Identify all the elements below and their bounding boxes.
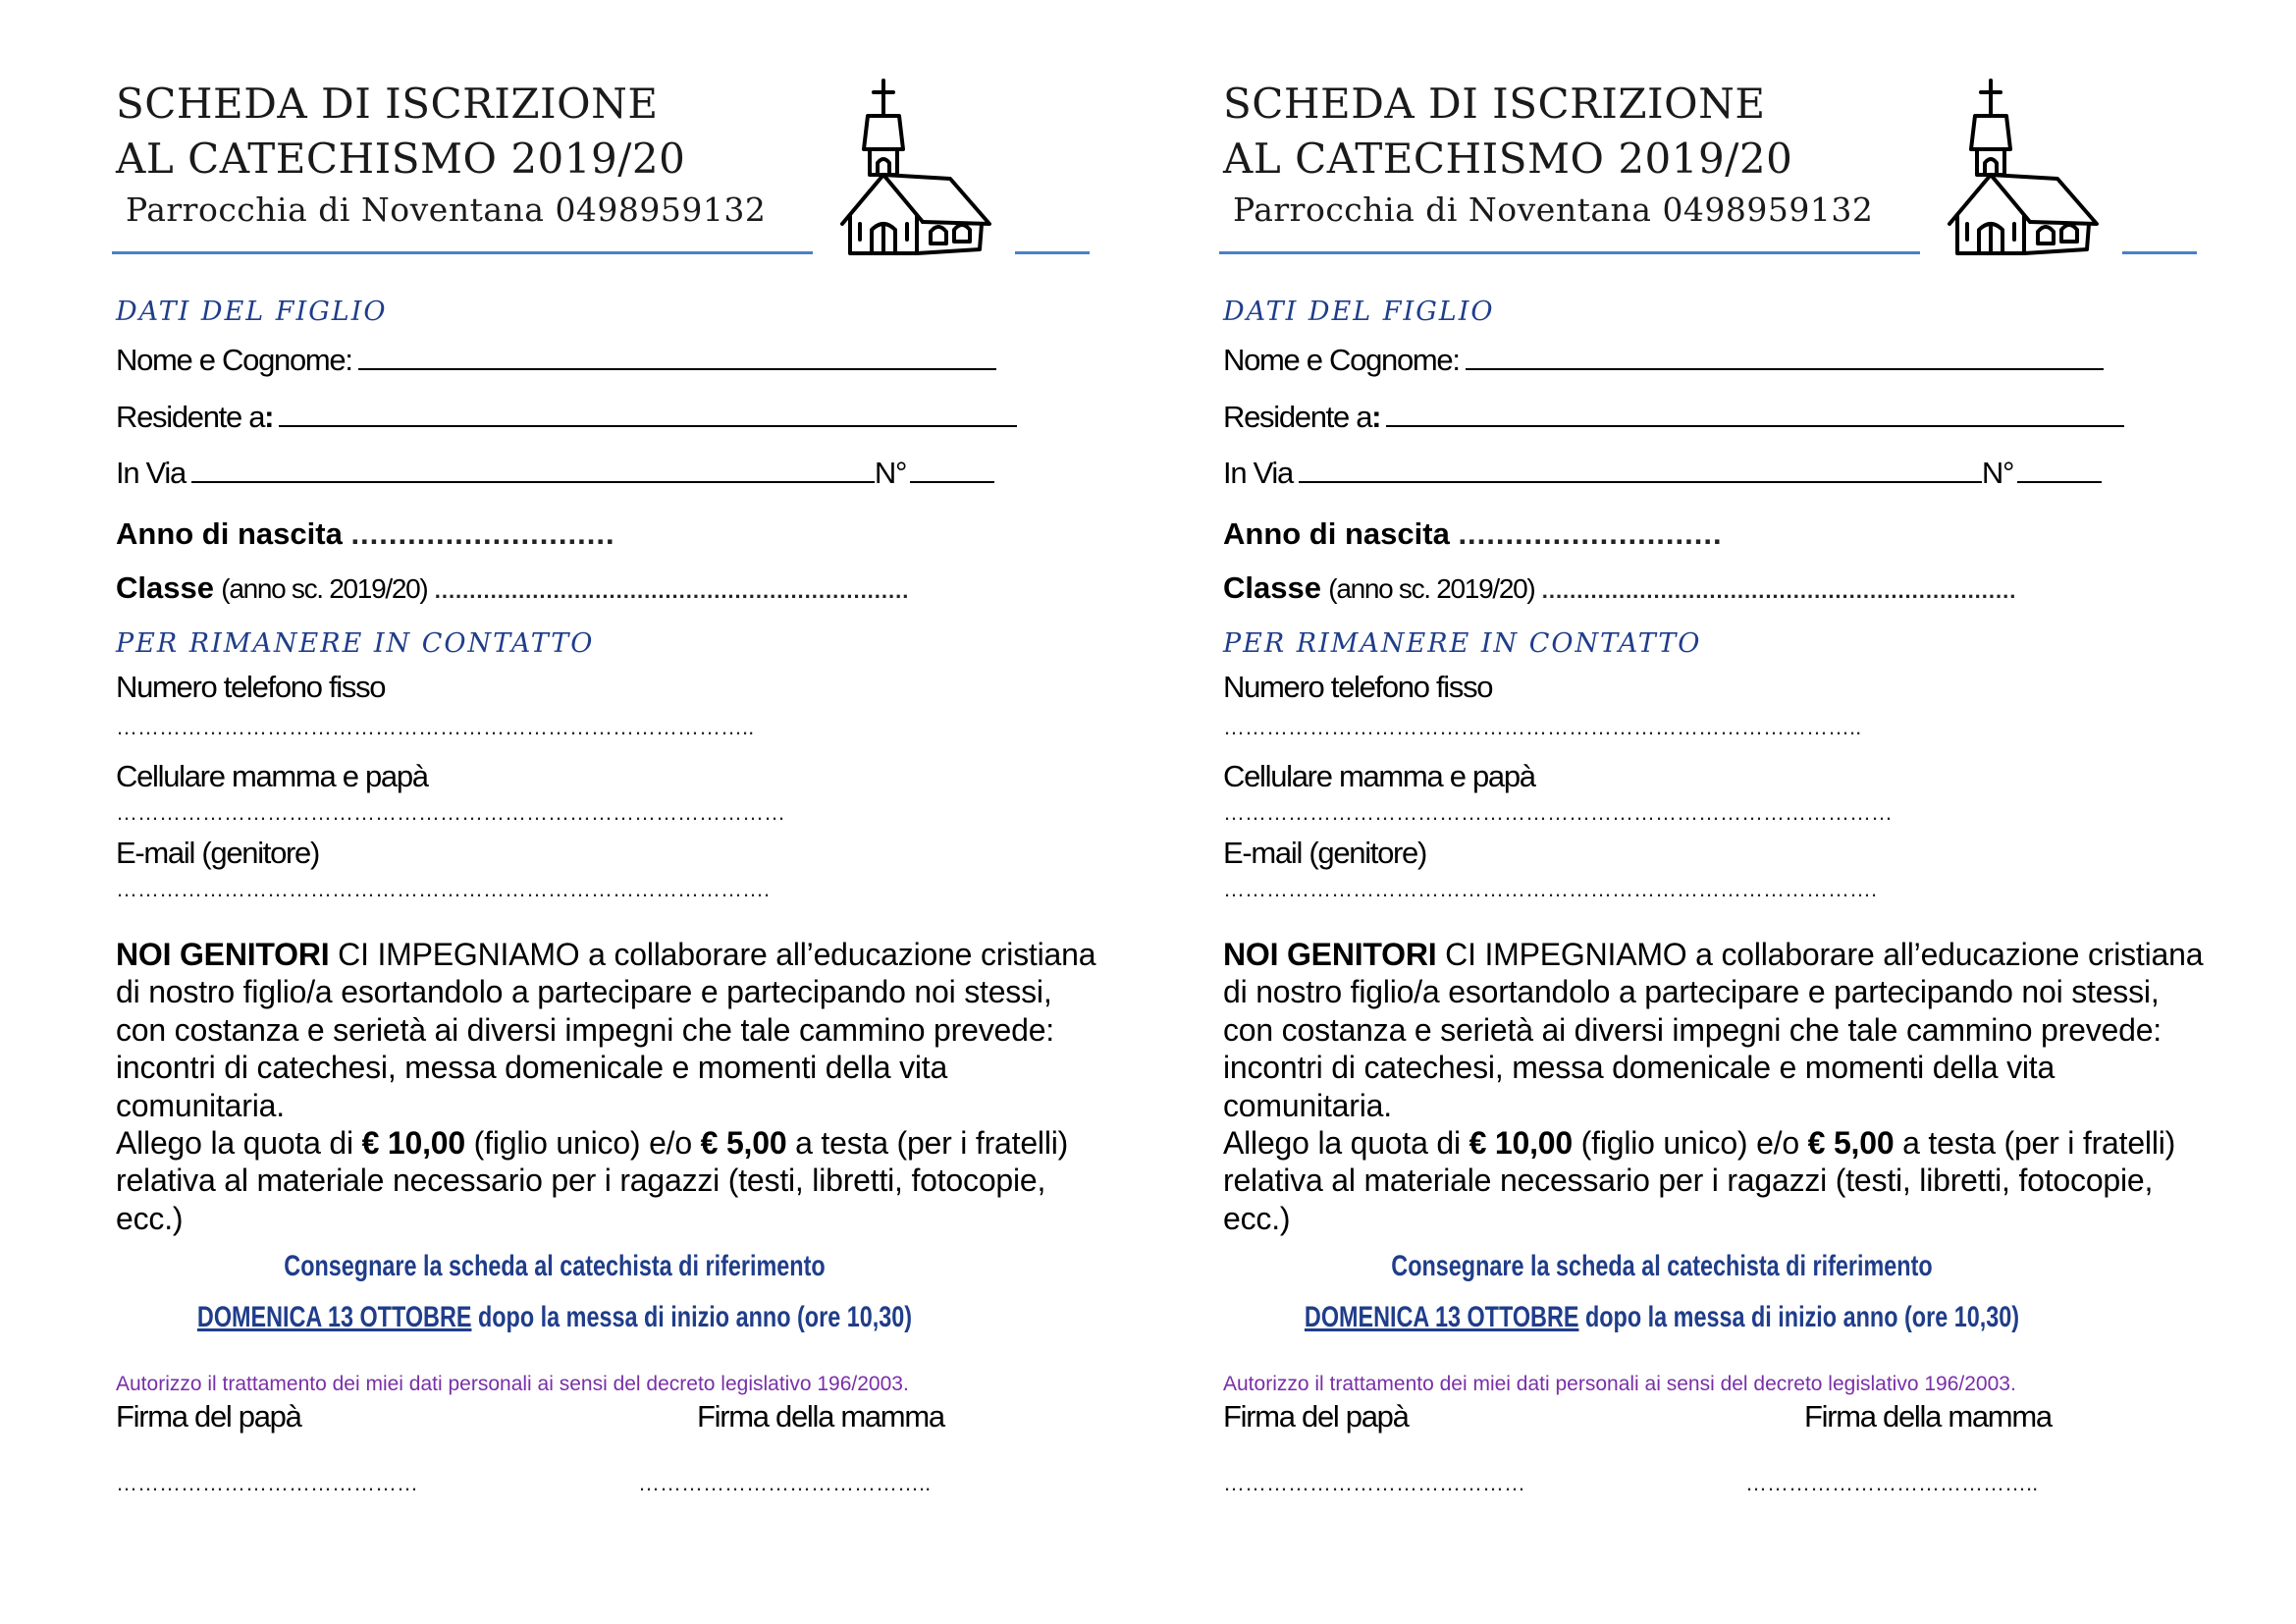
fee-text-2: (figlio unico) e/o (1572, 1125, 1808, 1162)
birth-year-label: Anno di nascita (116, 516, 343, 551)
fee-text-3: a testa (per i fratelli) relativa al materiale necessario per i ragazzi (testi, libretti, fotocopie, ecc.) (116, 1125, 1069, 1236)
delivery-date: DOMENICA 13 OTTOBRE (1304, 1301, 1579, 1333)
name-label: Nome e Cognome: (1223, 343, 1460, 377)
header-rule (1219, 251, 1920, 254)
section-contact: PER RIMANERE IN CONTATTO (1223, 628, 1702, 659)
phone-dots[interactable]: …………………………………………………………………………….. (116, 715, 755, 739)
email-label: E-mail (genitore) (116, 836, 320, 870)
birth-year-field[interactable] (116, 516, 615, 552)
class-label: Classe (1223, 570, 1321, 605)
fee-text: Allego la quota di (1223, 1125, 1469, 1162)
name-input-line[interactable] (1466, 345, 2104, 370)
delivery-instruction: Consegnare la scheda al catechista di riferimento (284, 1250, 826, 1282)
delivery-instruction: Consegnare la scheda al catechista di riferimento (1391, 1250, 1933, 1282)
street-label: In Via (116, 456, 186, 490)
section-child-data: DATI DEL FIGLIO (1223, 297, 1495, 327)
number-input-line[interactable] (2017, 458, 2102, 483)
fee-text-2: (figlio unico) e/o (464, 1125, 701, 1162)
church-icon (832, 77, 997, 259)
mother-signature-line[interactable]: ………………………………….. (1745, 1471, 2039, 1495)
street-input-line[interactable] (191, 458, 875, 483)
mobile-dots[interactable]: ………………………………………………………………………………… (116, 800, 785, 825)
delivery-date-rest: dopo la messa di inizio anno (ore 10,30) (471, 1301, 913, 1333)
father-signature-line[interactable]: …………………………………… (1223, 1471, 1525, 1495)
residence-input-line[interactable] (1386, 402, 2124, 427)
privacy-consent: Autorizzo il trattamento dei miei dati personali ai sensi del decreto legislativo 196/2003. (116, 1373, 909, 1395)
form-title-line2: AL CATECHISMO 2019/20 (1223, 135, 1793, 183)
email-dots[interactable]: ………………………………………………………………………………. (1223, 877, 1878, 901)
birth-year-label: Anno di nascita (1223, 516, 1450, 551)
street-input-line[interactable] (1299, 458, 1982, 483)
birth-year-dots[interactable]: ............................ (350, 516, 615, 551)
residence-label: Residente a (1223, 400, 1372, 434)
enrollment-form-left (0, 0, 1109, 1624)
mother-signature-line[interactable]: ………………………………….. (638, 1471, 932, 1495)
header-rule-short (1015, 251, 1090, 254)
residence-label: Residente a (116, 400, 265, 434)
name-input-line[interactable] (358, 345, 996, 370)
privacy-consent: Autorizzo il trattamento dei miei dati personali ai sensi del decreto legislativo 196/2003. (1223, 1373, 2016, 1395)
class-dots[interactable]: .................................................................... (434, 578, 910, 603)
mobile-dots[interactable]: ………………………………………………………………………………… (1223, 800, 1893, 825)
phone-dots[interactable]: …………………………………………………………………………….. (1223, 715, 1862, 739)
residence-colon: : (1371, 400, 1381, 434)
phone-label: Numero telefono fisso (1223, 670, 1493, 704)
number-input-line[interactable] (910, 458, 994, 483)
fee-amount-sibling: € 5,00 (1807, 1125, 1895, 1162)
header-rule-short (2122, 251, 2197, 254)
fee-text-3: a testa (per i fratelli) relativa al materiale necessario per i ragazzi (testi, libretti, fotocopie, ecc.) (1223, 1125, 2176, 1236)
email-label: E-mail (genitore) (1223, 836, 1427, 870)
section-contact: PER RIMANERE IN CONTATTO (116, 628, 595, 659)
mobile-label: Cellulare mamma e papà (116, 759, 428, 793)
name-label: Nome e Cognome: (116, 343, 352, 377)
fee-amount-single: € 10,00 (361, 1125, 465, 1162)
commitment-paragraph (1223, 936, 2205, 1237)
name-field[interactable] (116, 343, 996, 378)
form-title-line1: SCHEDA DI ISCRIZIONE (1223, 80, 1766, 128)
residence-field[interactable] (116, 400, 1017, 435)
church-icon (1940, 77, 2105, 259)
form-title-line2: AL CATECHISMO 2019/20 (116, 135, 686, 183)
mobile-label: Cellulare mamma e papà (1223, 759, 1535, 793)
father-signature-label: Firma del papà (1223, 1399, 1409, 1434)
commitment-text: CI IMPEGNIAMO a collaborare all’educazione cristiana di nostro figlio/a esortandolo a partecipare e partecipando noi stessi, con costanza e serietà ai diversi impegni che tale cammino prevede: incontri di catechesi, messa domenicale e momenti della vita comunitaria. (1223, 937, 2204, 1123)
form-title-line1: SCHEDA DI ISCRIZIONE (116, 80, 659, 128)
commitment-text: CI IMPEGNIAMO a collaborare all’educazione cristiana di nostro figlio/a esortandolo a partecipare e partecipando noi stessi, con costanza e serietà ai diversi impegni che tale cammino prevede: incontri di catechesi, messa domenicale e momenti della vita comunitaria. (116, 937, 1096, 1123)
class-field[interactable] (1223, 570, 2016, 606)
enrollment-form-right (1107, 0, 2216, 1624)
class-field[interactable] (116, 570, 909, 606)
residence-colon: : (264, 400, 274, 434)
phone-label: Numero telefono fisso (116, 670, 386, 704)
birth-year-dots[interactable]: ............................ (1458, 516, 1723, 551)
class-dots[interactable]: .................................................................... (1541, 578, 2017, 603)
parish-info: Parrocchia di Noventana 0498959132 (126, 190, 767, 229)
delivery-date-line (1229, 1301, 2094, 1334)
class-note: (anno sc. 2019/20) (1328, 573, 1535, 604)
delivery-date: DOMENICA 13 OTTOBRE (196, 1301, 472, 1333)
commitment-lead: NOI GENITORI (116, 937, 330, 972)
mother-signature-label: Firma della mamma (697, 1399, 944, 1434)
commitment-lead: NOI GENITORI (1223, 937, 1437, 972)
father-signature-line[interactable]: …………………………………… (116, 1471, 418, 1495)
birth-year-field[interactable] (1223, 516, 1723, 552)
class-note: (anno sc. 2019/20) (221, 573, 428, 604)
street-field[interactable] (116, 456, 994, 491)
mother-signature-label: Firma della mamma (1804, 1399, 2052, 1434)
father-signature-label: Firma del papà (116, 1399, 301, 1434)
commitment-paragraph (116, 936, 1097, 1237)
email-dots[interactable]: ………………………………………………………………………………. (116, 877, 771, 901)
fee-amount-sibling: € 5,00 (700, 1125, 787, 1162)
residence-field[interactable] (1223, 400, 2124, 435)
header-rule (112, 251, 813, 254)
street-label: In Via (1223, 456, 1293, 490)
parish-info: Parrocchia di Noventana 0498959132 (1233, 190, 1874, 229)
delivery-date-rest: dopo la messa di inizio anno (ore 10,30) (1578, 1301, 2020, 1333)
section-child-data: DATI DEL FIGLIO (116, 297, 388, 327)
number-label: N° (1981, 456, 2014, 490)
number-label: N° (874, 456, 907, 490)
street-field[interactable] (1223, 456, 2102, 491)
fee-amount-single: € 10,00 (1468, 1125, 1573, 1162)
class-label: Classe (116, 570, 214, 605)
residence-input-line[interactable] (279, 402, 1017, 427)
delivery-date-line (122, 1301, 987, 1334)
name-field[interactable] (1223, 343, 2104, 378)
fee-text: Allego la quota di (116, 1125, 362, 1162)
